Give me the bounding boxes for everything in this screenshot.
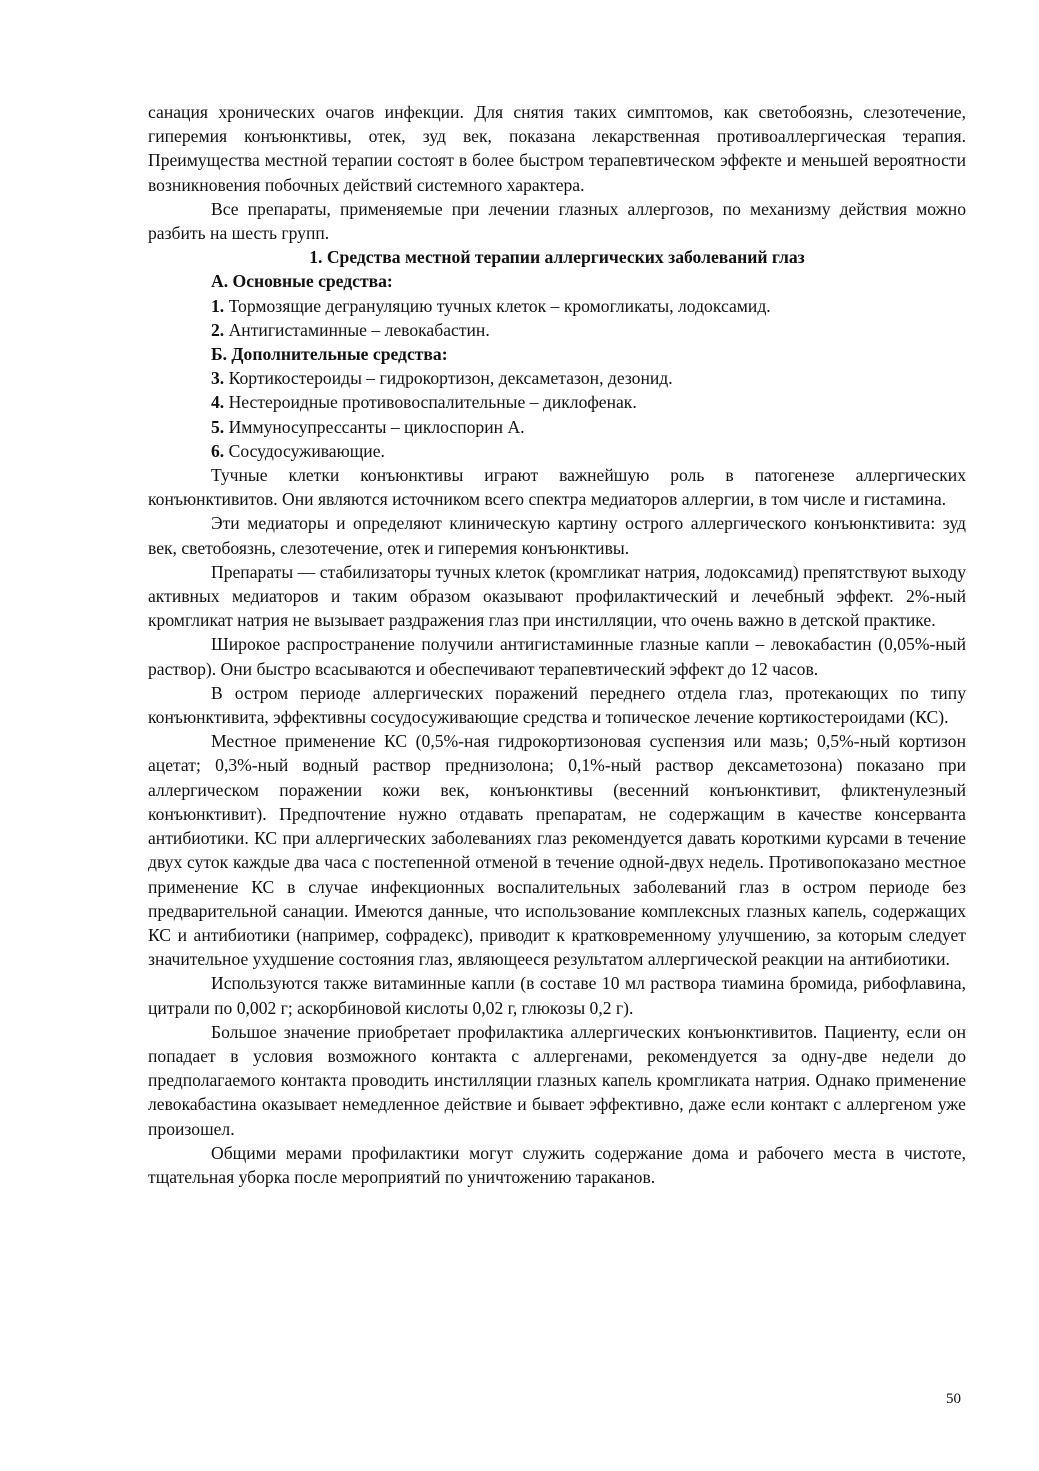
paragraph: Тучные клетки конъюнктивы играют важнейшую роль в патогенезе аллергических конъюнктивитов. Они являются источником всего спектра медиаторов аллергии, в том числе и гистамина. xyxy=(148,465,966,510)
list-item-text: Сосудосуживающие. xyxy=(224,440,385,461)
list-item xyxy=(148,390,966,414)
list-item-text: Антигистаминные – левокабастин. xyxy=(224,319,490,340)
page-number: 50 xyxy=(946,1391,961,1407)
list-item-text: Тормозящие дегрануляцию тучных клеток – кромогликаты, лодоксамид. xyxy=(224,295,771,316)
paragraph: Местное применение КС (0,5%-ная гидрокортизоновая суспензия или мазь; 0,5%-ный кортизон ацетат; 0,3%-ный водный раствор преднизолона; 0,1%-ный раствор дексаметозона) показано при аллергическом поражении кожи век, конъюнктивы (весенний конъюнктивит, фликтенулезный конъюнктивит). Предпочтение нужно отдавать препаратам, не содержащим в качестве консерванта антибиотики. КС при аллергических заболеваниях глаз рекомендуется давать короткими курсами в течение двух суток каждые два часа с постепенной отменой в течение одной-двух недель. Противопоказано местное применение КС в случае инфекционных воспалительных заболеваний глаз в остром периоде без предварительной санации. Имеются данные, что использование комплексных глазных капель, содержащих КС и антибиотики (например, софрадекс), приводит к кратковременному улучшению, за которым следует значительное ухудшение состояния глаз, являющееся результатом аллергической реакции на антибиотики. xyxy=(148,731,966,970)
section-title: 1. Средства местной терапии аллергических заболеваний глаз xyxy=(309,247,805,268)
list-item-number: 5. xyxy=(211,416,225,437)
list-item-number: 4. xyxy=(211,392,225,413)
list-item-number: 6. xyxy=(211,440,225,461)
paragraph: Используются также витаминные капли (в составе 10 мл раствора тиамина бромида, рибофлавина, цитрали по 0,002 г; аскорбиновой кислоты 0,02 г, глюкозы 0,2 г). xyxy=(148,973,966,1018)
paragraph: Широкое распространение получили антигистаминные глазные капли – левокабастин (0,05%-ный раствор). Они быстро всасываются и обеспечивают терапевтический эффект до 12 часов. xyxy=(148,634,966,679)
list-item-text: Кортикостероиды – гидрокортизон, дексаметазон, дезонид. xyxy=(224,368,673,389)
list-item-number: 3. xyxy=(211,368,225,389)
list-item xyxy=(148,366,966,390)
paragraph: Эти медиаторы и определяют клиническую картину острого аллергического конъюнктивита: зуд век, светобоязнь, слезотечение, отек и гиперемия конъюнктивы. xyxy=(148,513,966,558)
list-item xyxy=(148,318,966,342)
list-item-number: 2. xyxy=(211,319,225,340)
list-item xyxy=(148,415,966,439)
paragraph: Препараты — стабилизаторы тучных клеток (кромгликат натрия, лодоксамид) препятствуют выходу активных медиаторов и таким образом оказывают профилактический и лечебный эффект. 2%-ный кромгликат натрия не вызывает раздражения глаз при инстилляции, что очень важно в детской практике. xyxy=(148,561,966,631)
group-a-title: А. Основные средства: xyxy=(211,271,393,292)
list-item xyxy=(148,294,966,318)
paragraph: Общими мерами профилактики могут служить содержание дома и рабочего места в чистоте, тщательная уборка после мероприятий по уничтожению тараканов. xyxy=(148,1142,966,1187)
list-item-text: Нестероидные противовоспалительные – диклофенак. xyxy=(224,392,637,413)
paragraph: Все препараты, применяемые при лечении глазных аллергозов, по механизму действия можно разбить на шесть групп. xyxy=(148,198,966,244)
page-body xyxy=(148,100,966,1189)
list-item-text: Иммуносупрессанты – циклоспорин А. xyxy=(224,416,525,437)
group-b-title: Б. Дополнительные средства: xyxy=(211,344,448,365)
paragraph: санация хронических очагов инфекции. Для снятия таких симптомов, как светобоязнь, слезотечение, гиперемия конъюнктивы, отек, зуд век, показана лекарственная противоаллергическая терапия. Преимущества местной терапии состоят в более быстром терапевтическом эффекте и меньшей вероятности возникновения побочных действий системного характера. xyxy=(148,102,966,195)
list-item xyxy=(148,439,966,463)
paragraph: Большое значение приобретает профилактика аллергических конъюнктивитов. Пациенту, если он попадает в условия возможного контакта с аллергенами, рекомендуется за одну-две недели до предполагаемого контакта проводить инстилляции глазных капель кромгликата натрия. Однако применение левокабастина оказывает немедленное действие и бывает эффективно, даже если контакт с аллергеном уже произошел. xyxy=(148,1021,966,1139)
paragraph: В остром периоде аллергических поражений переднего отдела глаз, протекающих по типу конъюнктивита, эффективны сосудосуживающие средства и топическое лечение кортикостероидами (КС). xyxy=(148,682,966,728)
list-item-number: 1. xyxy=(211,295,225,316)
